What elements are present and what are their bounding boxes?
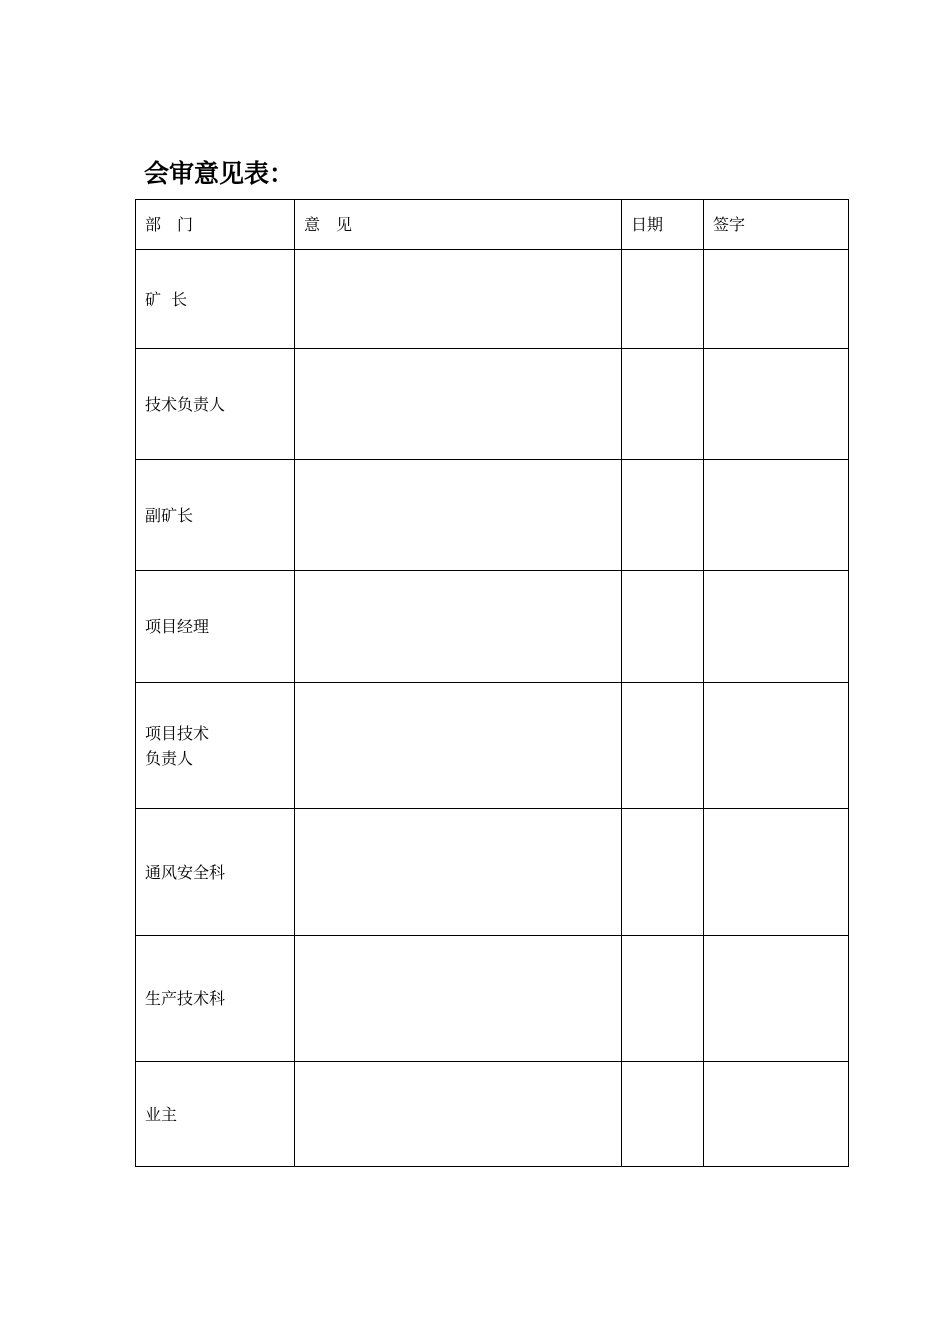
signature-cell[interactable] bbox=[704, 460, 849, 571]
date-cell[interactable] bbox=[622, 683, 704, 809]
table-header-row bbox=[136, 200, 849, 250]
signature-cell[interactable] bbox=[704, 936, 849, 1062]
signature-cell[interactable] bbox=[704, 683, 849, 809]
table-row bbox=[136, 1062, 849, 1167]
department-cell: 业主 bbox=[136, 1062, 295, 1167]
table-row bbox=[136, 460, 849, 571]
signature-cell[interactable] bbox=[704, 250, 849, 349]
table-row bbox=[136, 250, 849, 349]
signature-cell[interactable] bbox=[704, 1062, 849, 1167]
opinion-cell[interactable] bbox=[295, 571, 622, 683]
table-row bbox=[136, 349, 849, 460]
header-signature: 签字 bbox=[704, 200, 849, 250]
opinion-cell[interactable] bbox=[295, 349, 622, 460]
date-cell[interactable] bbox=[622, 250, 704, 349]
signature-cell[interactable] bbox=[704, 809, 849, 936]
date-cell[interactable] bbox=[622, 936, 704, 1062]
department-cell: 技术负责人 bbox=[136, 349, 295, 460]
date-cell[interactable] bbox=[622, 1062, 704, 1167]
opinion-cell[interactable] bbox=[295, 250, 622, 349]
opinion-cell[interactable] bbox=[295, 809, 622, 936]
table-row bbox=[136, 683, 849, 809]
opinion-cell[interactable] bbox=[295, 683, 622, 809]
table-row bbox=[136, 571, 849, 683]
department-cell: 项目技术 负责人 bbox=[136, 683, 295, 809]
table-row bbox=[136, 809, 849, 936]
department-cell: 通风安全科 bbox=[136, 809, 295, 936]
department-cell: 副矿长 bbox=[136, 460, 295, 571]
signature-cell[interactable] bbox=[704, 349, 849, 460]
header-department: 部 门 bbox=[136, 200, 295, 250]
opinion-cell[interactable] bbox=[295, 936, 622, 1062]
date-cell[interactable] bbox=[622, 809, 704, 936]
signature-cell[interactable] bbox=[704, 571, 849, 683]
department-cell: 矿 长 bbox=[136, 250, 295, 349]
header-opinion: 意 见 bbox=[295, 200, 622, 250]
opinion-cell[interactable] bbox=[295, 1062, 622, 1167]
department-cell: 生产技术科 bbox=[136, 936, 295, 1062]
opinion-cell[interactable] bbox=[295, 460, 622, 571]
date-cell[interactable] bbox=[622, 460, 704, 571]
document-title: 会审意见表： bbox=[144, 159, 295, 188]
date-cell[interactable] bbox=[622, 571, 704, 683]
department-cell: 项目经理 bbox=[136, 571, 295, 683]
date-cell[interactable] bbox=[622, 349, 704, 460]
review-opinion-table bbox=[135, 199, 849, 1167]
table-row bbox=[136, 936, 849, 1062]
header-date: 日期 bbox=[622, 200, 704, 250]
